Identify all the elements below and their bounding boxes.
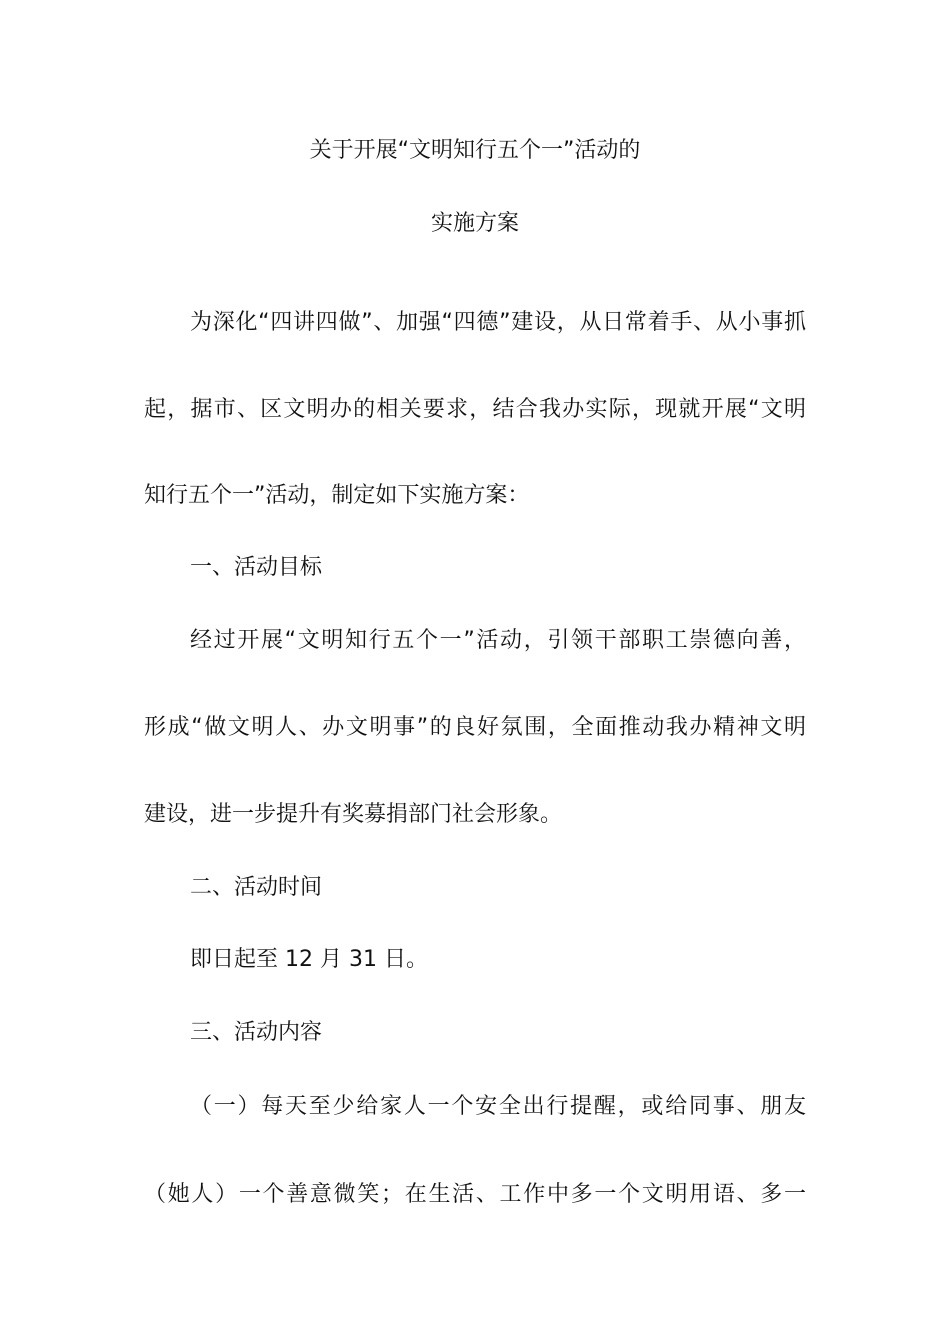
time-paragraph: 即日起至 12 月 31 日。	[190, 947, 428, 972]
goals-paragraph-line-1: 经过开展“文明知行五个一”活动，引领干部职工崇德向善，	[190, 628, 806, 653]
section-heading-time: 二、活动时间	[190, 875, 323, 900]
document-title-line-1: 关于开展“文明知行五个一”活动的	[309, 138, 641, 163]
document-title-line-2: 实施方案	[430, 211, 519, 236]
intro-paragraph-line-3: 知行五个一”活动，制定如下实施方案：	[144, 483, 530, 508]
intro-paragraph-line-1: 为深化“四讲四做”、加强“四德”建设，从日常着手、从小事抓	[190, 310, 806, 335]
intro-paragraph-line-2: 起，据市、区文明办的相关要求，结合我办实际，现就开展“文明	[144, 397, 806, 422]
section-heading-goals: 一、活动目标	[190, 555, 323, 580]
content-paragraph-line-2: （她人）一个善意微笑；在生活、工作中多一个文明用语、多一	[144, 1182, 806, 1207]
section-heading-content: 三、活动内容	[190, 1020, 323, 1045]
goals-paragraph-line-2: 形成“做文明人、办文明事”的良好氛围，全面推动我办精神文明	[144, 715, 806, 740]
goals-paragraph-line-3: 建设，进一步提升有奖募捐部门社会形象。	[144, 802, 563, 827]
content-paragraph-line-1: （一）每天至少给家人一个安全出行提醒，或给同事、朋友	[190, 1094, 806, 1119]
